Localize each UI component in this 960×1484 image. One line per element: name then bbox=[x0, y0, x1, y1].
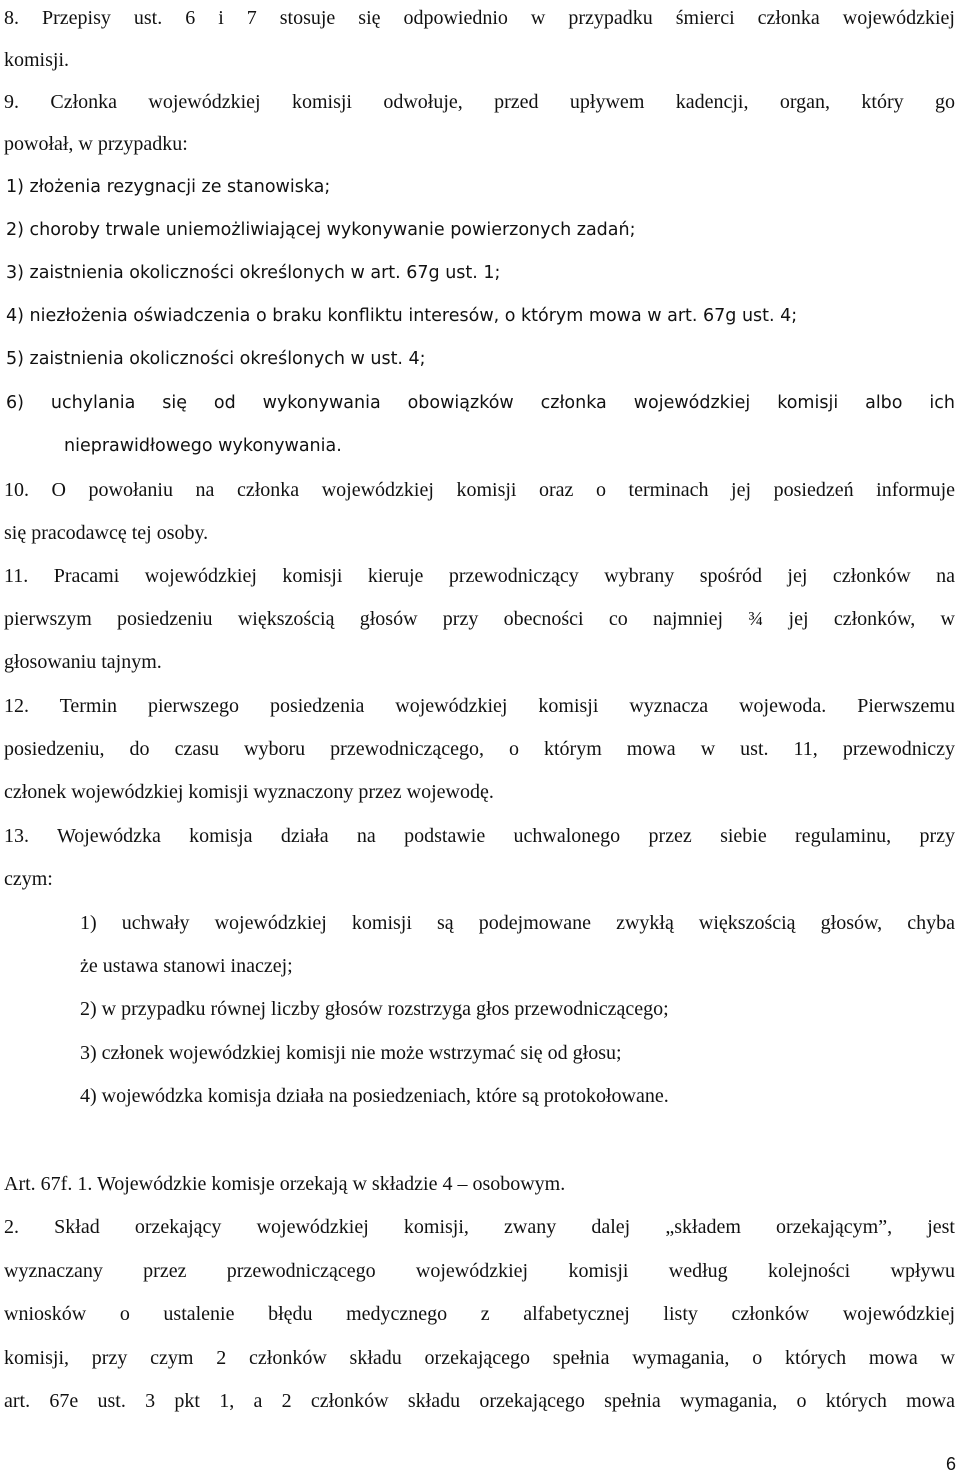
page-number: 6 bbox=[945, 1454, 956, 1474]
text-line: 13. Wojewódzka komisja działa na podstawie uchwalonego przez siebie regulaminu, przy bbox=[4, 825, 955, 847]
text-line: powołał, w przypadku: bbox=[4, 133, 188, 155]
text-line: 10. O powołaniu na członka wojewódzkiej komisji oraz o terminach jej posiedzeń informuje bbox=[4, 479, 955, 501]
list-item: 2) choroby trwale uniemożliwiającej wykonywanie powierzonych zadań; bbox=[6, 220, 636, 240]
list-item: 1) złożenia rezygnacji ze stanowiska; bbox=[6, 177, 331, 197]
list-item: 3) członek wojewódzkiej komisji nie może wstrzymać się od głosu; bbox=[80, 1042, 622, 1064]
list-item: 4) niezłożenia oświadczenia o braku konfliktu interesów, o którym mowa w art. 67g ust. 4; bbox=[6, 306, 798, 326]
list-item-continuation: że ustawa stanowi inaczej; bbox=[80, 955, 293, 977]
text-line: 2. Skład orzekający wojewódzkiej komisji, zwany dalej „składem orzekającym”, jest bbox=[4, 1216, 955, 1238]
text-line: członek wojewódzkiej komisji wyznaczony przez wojewodę. bbox=[4, 781, 494, 803]
text-line: posiedzeniu, do czasu wyboru przewodniczącego, o którym mowa w ust. 11, przewodniczy bbox=[4, 738, 955, 760]
list-item-continuation: nieprawidłowego wykonywania. bbox=[64, 436, 342, 456]
article-heading: Art. 67f. 1. Wojewódzkie komisje orzekają w składzie 4 – osobowym. bbox=[4, 1173, 566, 1195]
text-line: czym: bbox=[4, 868, 53, 890]
text-line: 8. Przepisy ust. 6 i 7 stosuje się odpowiednio w przypadku śmierci członka wojewódzkiej bbox=[4, 7, 955, 29]
text-line: wyznaczany przez przewodniczącego wojewódzkiej komisji według kolejności wpływu bbox=[4, 1260, 955, 1282]
list-item: 4) wojewódzka komisja działa na posiedzeniach, które są protokołowane. bbox=[80, 1085, 669, 1107]
list-item: 3) zaistnienia okoliczności określonych w art. 67g ust. 1; bbox=[6, 263, 501, 283]
list-item: 6) uchylania się od wykonywania obowiązków członka wojewódzkiej komisji albo ich bbox=[6, 393, 955, 413]
text-line: głosowaniu tajnym. bbox=[4, 651, 162, 673]
text-line: 9. Członka wojewódzkiej komisji odwołuje, przed upływem kadencji, organ, który go bbox=[4, 91, 955, 113]
text-line: się pracodawcę tej osoby. bbox=[4, 522, 209, 544]
text-line: 11. Pracami wojewódzkiej komisji kieruje przewodniczący wybrany spośród jej członków na bbox=[4, 565, 955, 587]
list-item: 2) w przypadku równej liczby głosów rozstrzyga głos przewodniczącego; bbox=[80, 998, 669, 1020]
text-line: 12. Termin pierwszego posiedzenia wojewódzkiej komisji wyznacza wojewoda. Pierwszemu bbox=[4, 695, 955, 717]
list-item: 5) zaistnienia okoliczności określonych w ust. 4; bbox=[6, 349, 426, 369]
text-line: wniosków o ustalenie błędu medycznego z alfabetycznej listy członków wojewódzkiej bbox=[4, 1303, 955, 1325]
text-line: komisji, przy czym 2 członków składu orzekającego spełnia wymagania, o których mowa w bbox=[4, 1347, 955, 1369]
text-line: komisji. bbox=[4, 49, 70, 71]
text-line: art. 67e ust. 3 pkt 1, a 2 członków składu orzekającego spełnia wymagania, o których mowa bbox=[4, 1390, 955, 1412]
text-line: pierwszym posiedzeniu większością głosów przy obecności co najmniej ¾ jej członków, w bbox=[4, 608, 955, 630]
list-item: 1) uchwały wojewódzkiej komisji są podejmowane zwykłą większością głosów, chyba bbox=[80, 912, 955, 934]
